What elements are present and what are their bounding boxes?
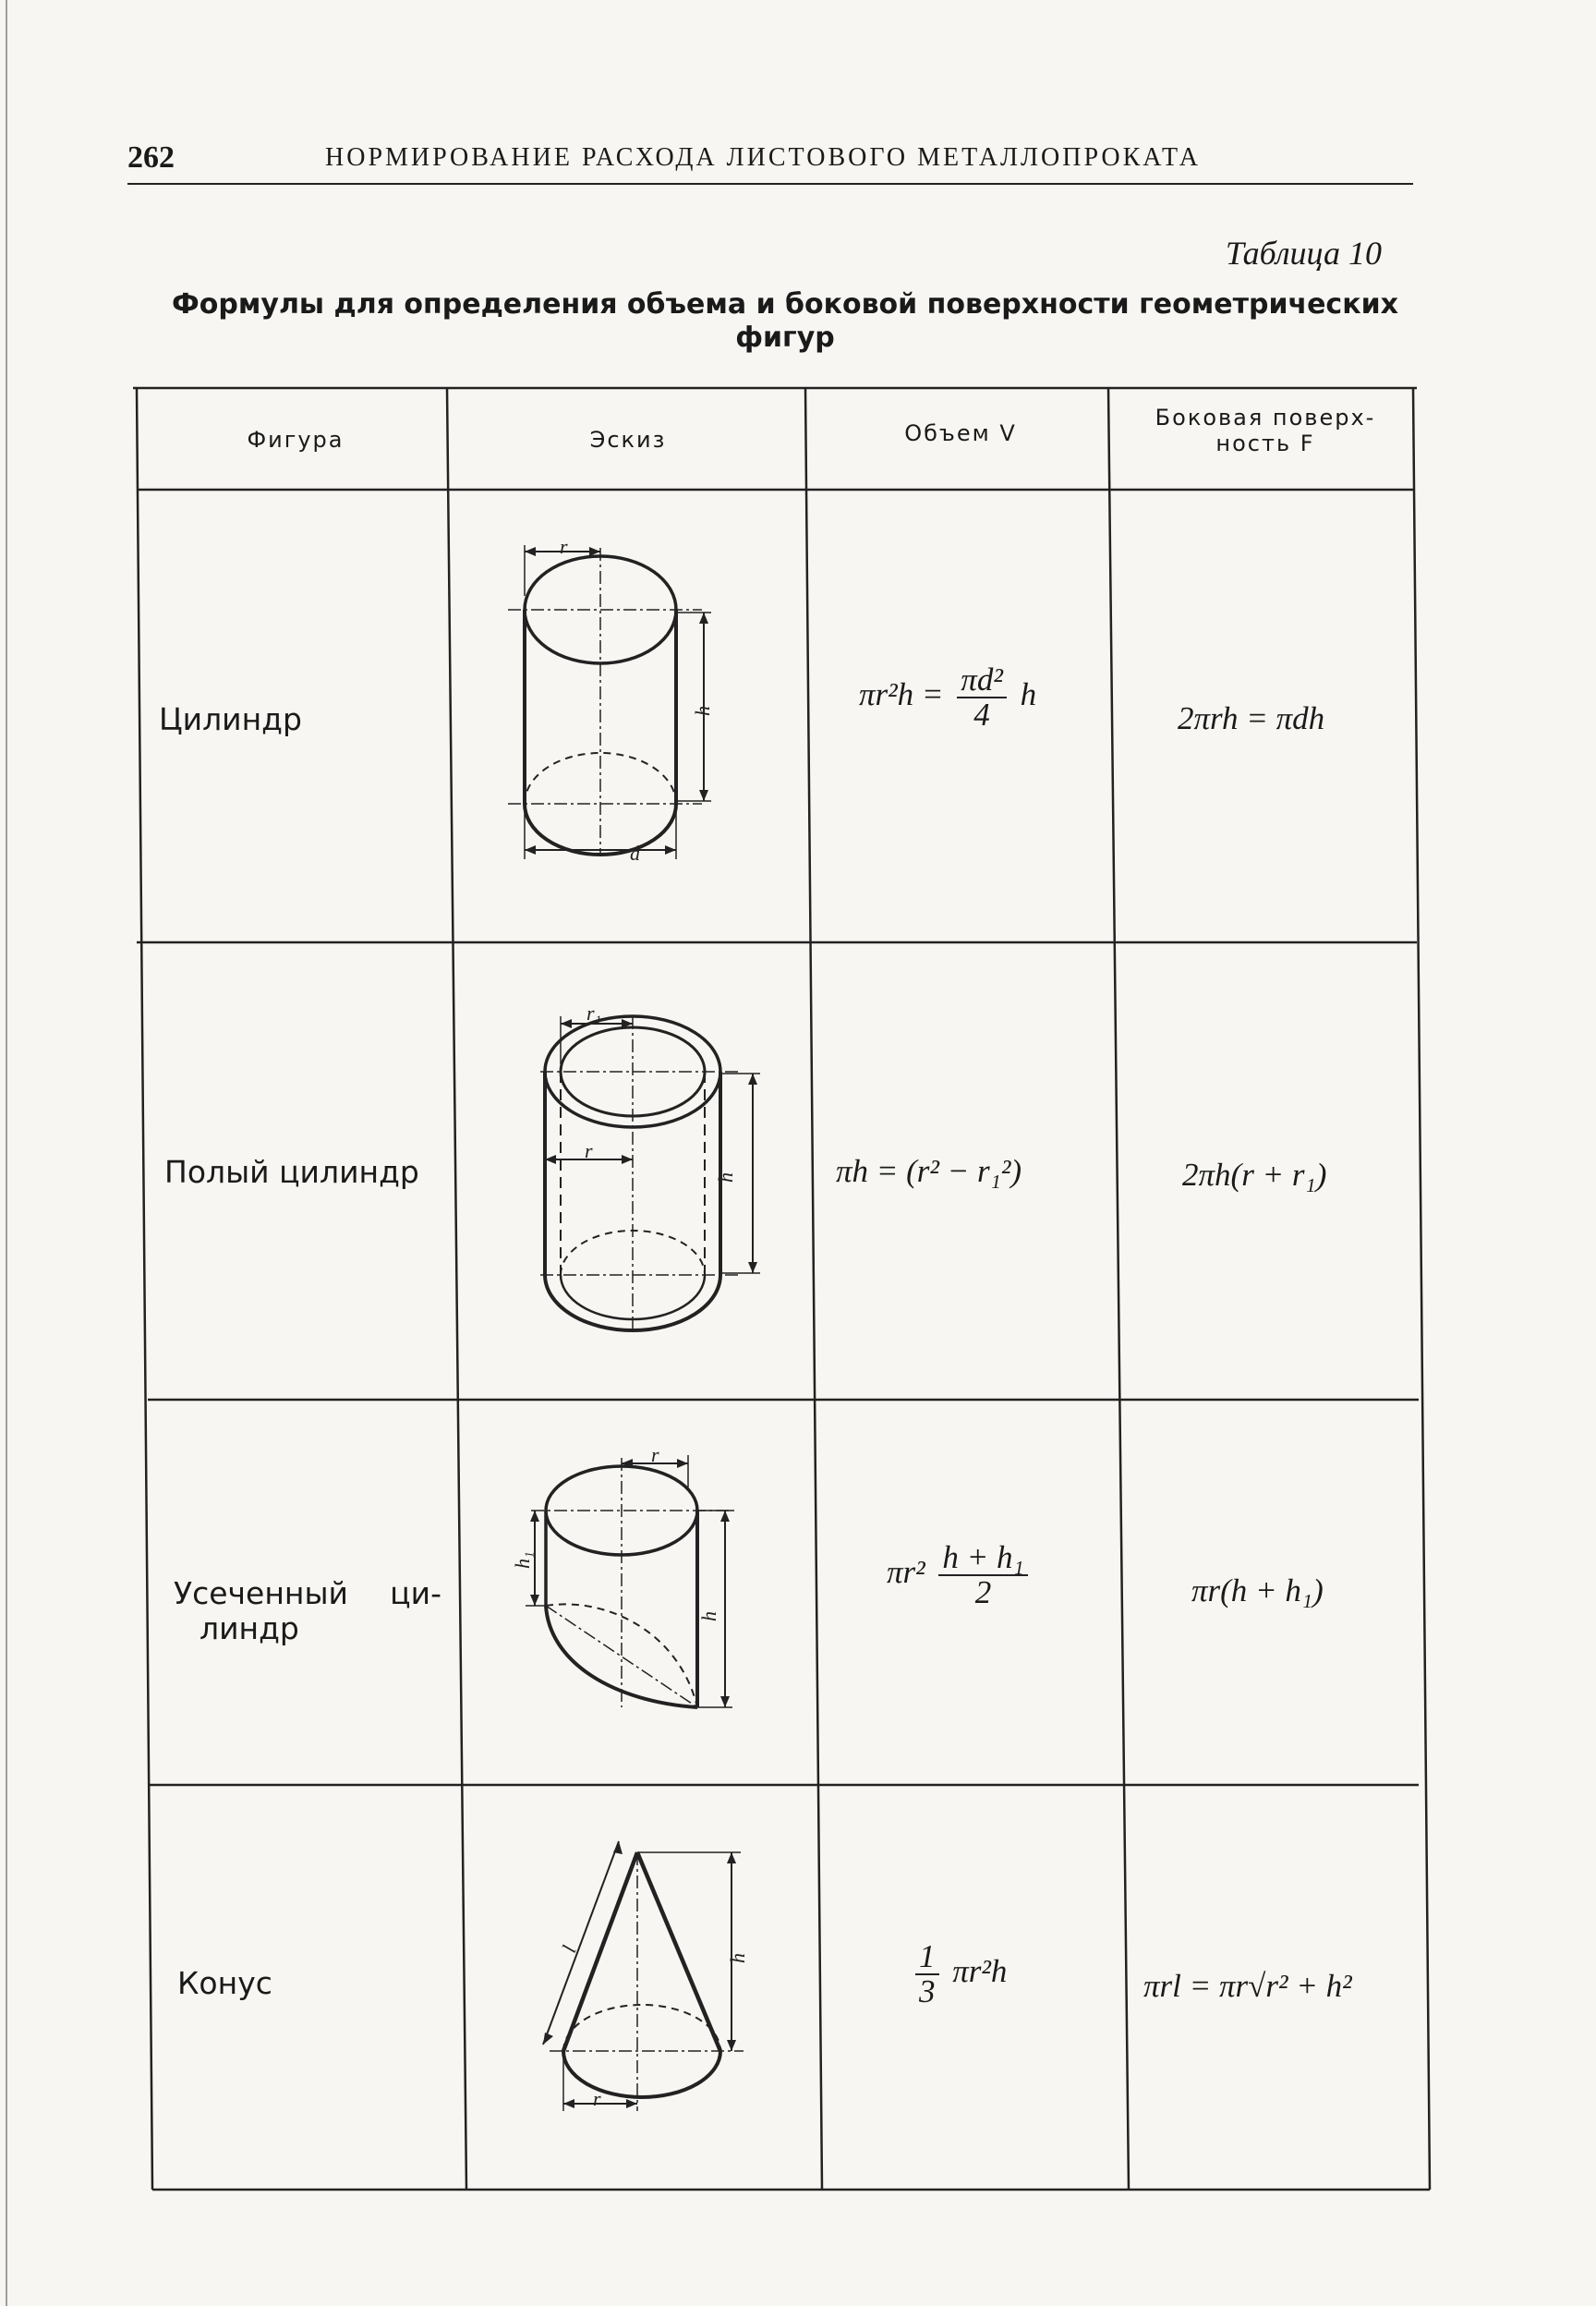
truncated-volume-lhs: πr² — [887, 1554, 925, 1591]
col-header-surface-line2: ность F — [1215, 431, 1315, 456]
running-header: НОРМИРОВАНИЕ РАСХОДА ЛИСТОВОГО МЕТАЛЛОПРОКАТА — [325, 143, 1201, 172]
cone-volume-rhs: πr²h — [952, 1953, 1008, 1990]
truncated-label-h1: h₁ — [511, 1551, 534, 1569]
col-header-volume: Объем V — [904, 420, 1017, 446]
truncated-label-h: h — [697, 1611, 720, 1621]
truncated-cylinder-sketch — [511, 1443, 753, 1728]
cone-label-r: r — [593, 2087, 601, 2110]
cone-sketch — [536, 1834, 757, 2130]
truncated-cylinder-surface: πr(h + h₁) — [1191, 1572, 1324, 1608]
cylinder-volume-rhs: h — [1020, 676, 1037, 713]
cylinder-surface: 2πrh = πdh — [1178, 700, 1325, 736]
cylinder-sketch — [499, 535, 720, 882]
row-cone-figure: Конус — [177, 1965, 272, 2001]
table-label: Таблица 10 — [1225, 235, 1382, 272]
cylinder-volume-frac — [957, 663, 1007, 732]
cylinder-label-d: d — [630, 842, 640, 865]
truncated-figure-line1: Усеченный — [174, 1575, 349, 1611]
cone-surface: πrl = πr√r² + h² — [1143, 1968, 1352, 2004]
truncated-volume-den: 2 — [974, 1574, 992, 1610]
hollow-cylinder-surface: 2πh(r + r₁) — [1182, 1157, 1327, 1193]
cone-volume-num: 1 — [915, 1940, 939, 1975]
hollow-label-r: r — [585, 1139, 593, 1162]
row-truncated-cylinder-figure — [174, 1576, 451, 1646]
table-title: Формулы для определения объема и боковой поверхности геометрических фигур — [172, 288, 1398, 354]
cone-volume — [910, 1940, 1007, 2009]
truncated-cylinder-volume — [887, 1541, 1034, 1609]
hollow-label-r1: r₁ — [586, 1001, 602, 1025]
row-hollow-cylinder-figure: Полый цилиндр — [164, 1154, 419, 1190]
cylinder-volume — [859, 663, 1036, 732]
truncated-figure-line2: линдр — [200, 1610, 299, 1646]
hollow-cylinder-volume: πh = (r² − r₁²) — [836, 1153, 1022, 1189]
hollow-label-h: h — [714, 1172, 737, 1183]
cylinder-volume-lhs: πr²h = — [859, 676, 944, 713]
truncated-figure-line1b: ци- — [390, 1575, 441, 1611]
truncated-volume-num: h + h₁ — [938, 1541, 1027, 1576]
cylinder-volume-num: πd² — [957, 663, 1007, 698]
cone-volume-frac — [915, 1940, 939, 2009]
col-header-figure: Фигура — [247, 427, 345, 453]
cylinder-label-r: r — [560, 535, 568, 558]
col-header-sketch: Эскиз — [589, 427, 667, 453]
page-number: 262 — [127, 140, 175, 175]
truncated-volume-frac — [938, 1541, 1027, 1609]
cylinder-volume-den: 4 — [973, 697, 990, 733]
cone-volume-den: 3 — [919, 1973, 936, 2009]
truncated-label-r: r — [651, 1443, 659, 1466]
cone-label-h: h — [726, 1953, 749, 1963]
cylinder-label-h: h — [691, 706, 714, 716]
hollow-cylinder-sketch — [540, 1001, 771, 1340]
col-header-surface — [1118, 405, 1413, 456]
col-header-surface-line1: Боковая поверх- — [1155, 405, 1376, 431]
row-cylinder-figure: Цилиндр — [159, 701, 302, 737]
cone-label-l: l — [557, 1942, 581, 1956]
